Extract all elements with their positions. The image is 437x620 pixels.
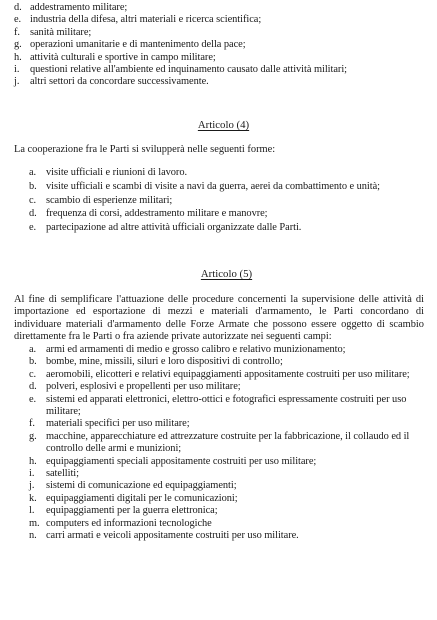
list-item-text: sistemi ed apparati elettronici, elettro-ottici e fotografici espressamente costruiti per uso militare; bbox=[46, 393, 407, 418]
list-item-text: scambio di esperienze militari; bbox=[46, 194, 173, 206]
article-5-heading bbox=[8, 268, 437, 281]
list-item-letter: k. bbox=[29, 492, 37, 504]
list-item bbox=[14, 27, 424, 39]
list-item-text: equipaggiamenti digitali per le comunicazioni; bbox=[46, 492, 238, 504]
list-item-letter: a. bbox=[29, 167, 37, 178]
list-item-letter: i. bbox=[29, 468, 35, 480]
list-item-letter: d. bbox=[14, 2, 22, 13]
list-item bbox=[14, 39, 424, 51]
list-item-text: industria della difesa, altri materiali e ricerca scientifica; bbox=[30, 14, 262, 26]
list-item-letter: a. bbox=[29, 344, 37, 355]
list-item-text: visite ufficiali e riunioni di lavoro. bbox=[46, 167, 188, 178]
article-4-forms-list bbox=[29, 167, 422, 236]
list-item-text: macchine, apparecchiature ed attrezzature costruite per la fabbricazione, il collaudo ed il controllo delle armi e munizioni; bbox=[46, 430, 410, 455]
list-item-letter: d. bbox=[29, 208, 37, 220]
list-item-letter: d. bbox=[29, 381, 37, 393]
list-item bbox=[29, 222, 422, 234]
list-item-letter: g. bbox=[14, 39, 22, 51]
list-item-letter: c. bbox=[29, 368, 37, 380]
list-item-letter: m. bbox=[29, 517, 40, 529]
list-item bbox=[29, 493, 422, 505]
article-4-intro: La cooperazione fra le Parti si svilupperà nelle seguenti forme: bbox=[14, 144, 276, 155]
list-item bbox=[29, 530, 422, 542]
list-item-letter: i. bbox=[14, 64, 20, 76]
list-item-letter: b. bbox=[29, 180, 37, 192]
list-item bbox=[29, 381, 422, 393]
list-item bbox=[29, 181, 422, 193]
list-item-letter: c. bbox=[29, 194, 37, 206]
list-item bbox=[29, 208, 422, 220]
list-item-text: operazioni umanitarie e di mantenimento della pace; bbox=[30, 39, 246, 51]
list-item bbox=[29, 344, 422, 356]
list-item bbox=[29, 356, 422, 368]
list-item bbox=[14, 2, 424, 14]
list-item bbox=[14, 14, 424, 26]
list-item bbox=[14, 64, 424, 76]
article-4-heading-text: Articolo (4) bbox=[197, 119, 250, 131]
list-item-letter: e. bbox=[29, 222, 37, 234]
list-item-text: equipaggiamenti speciali appositamente costruiti per uso militare; bbox=[46, 455, 317, 467]
list-item-text: bombe, mine, missili, siluri e loro dispositivi di controllo; bbox=[46, 356, 283, 368]
list-item-letter: h. bbox=[14, 51, 22, 63]
list-item-text: frequenza di corsi, addestramento militare e manovre; bbox=[46, 208, 268, 220]
list-item-text: carri armati e veicoli appositamente costruiti per uso militare. bbox=[46, 530, 299, 542]
list-item-text: questioni relative all'ambiente ed inquinamento causato dalle attività militari; bbox=[30, 64, 347, 76]
article-5-heading-text: Articolo (5) bbox=[200, 268, 253, 280]
list-item-letter: b. bbox=[29, 356, 37, 368]
list-item-letter: f. bbox=[29, 418, 35, 430]
list-item bbox=[29, 518, 422, 530]
list-item-letter: j. bbox=[14, 76, 20, 88]
list-item-text: materiali specifici per uso militare; bbox=[46, 418, 190, 430]
list-item-text: attività culturali e sportive in campo militare; bbox=[30, 51, 216, 63]
article-4-heading bbox=[5, 119, 437, 132]
list-item-text: visite ufficiali e scambi di visite a navi da guerra, aerei da combattimento e unità; bbox=[46, 180, 380, 192]
list-item-text: aeromobili, elicotteri e relativi equipaggiamenti appositamente costruiti per uso militare; bbox=[46, 368, 410, 380]
list-item bbox=[29, 505, 422, 517]
list-item-text: partecipazione ad altre attività ufficiali organizzate dalle Parti. bbox=[46, 222, 302, 234]
list-item bbox=[29, 369, 422, 381]
list-item bbox=[29, 431, 422, 456]
list-item bbox=[29, 480, 422, 492]
list-item-letter: j. bbox=[29, 480, 35, 492]
list-item-text: computers ed informazioni tecnologiche bbox=[46, 517, 212, 529]
article-5-intro: Al fine di semplificare l'attuazione delle procedure concernenti la supervisione delle attività di importazione ed esportazione di mezzi e materiali d'armamento, le Parti concordano di individuare materiali d'armamento delle Forze Armate che possono essere oggetto di scambio direttamente fra le Parti o fra aziende private autorizzate nei seguenti campi: bbox=[14, 294, 424, 343]
list-item bbox=[29, 418, 422, 430]
list-continued-fields bbox=[14, 2, 424, 89]
list-item-text: polveri, esplosivi e propellenti per uso militare; bbox=[46, 381, 241, 393]
list-item bbox=[14, 76, 424, 88]
list-item bbox=[29, 195, 422, 207]
list-item bbox=[29, 394, 422, 419]
list-item-text: satelliti; bbox=[46, 468, 79, 480]
list-item-text: armi ed armamenti di medio e grosso calibro e relativo munizionamento; bbox=[46, 344, 346, 355]
list-item-text: addestramento militare; bbox=[30, 2, 128, 13]
list-item-letter: h. bbox=[29, 455, 37, 467]
list-item-text: altri settori da concordare successivamente. bbox=[30, 76, 209, 88]
list-item-letter: e. bbox=[14, 14, 22, 26]
article-5-fields-list bbox=[29, 344, 422, 543]
list-item-letter: n. bbox=[29, 530, 37, 542]
list-item-letter: l. bbox=[29, 505, 35, 517]
list-item-text: sanità militare; bbox=[30, 26, 92, 38]
list-item bbox=[29, 167, 422, 179]
list-item-letter: e. bbox=[29, 393, 37, 405]
list-item-letter: g. bbox=[29, 430, 37, 442]
list-item bbox=[29, 468, 422, 480]
list-item bbox=[14, 52, 424, 64]
list-item-text: equipaggiamenti per la guerra elettronica; bbox=[46, 505, 218, 517]
list-item-letter: f. bbox=[14, 26, 20, 38]
list-item bbox=[29, 456, 422, 468]
list-item-text: sistemi di comunicazione ed equipaggiamenti; bbox=[46, 480, 237, 492]
